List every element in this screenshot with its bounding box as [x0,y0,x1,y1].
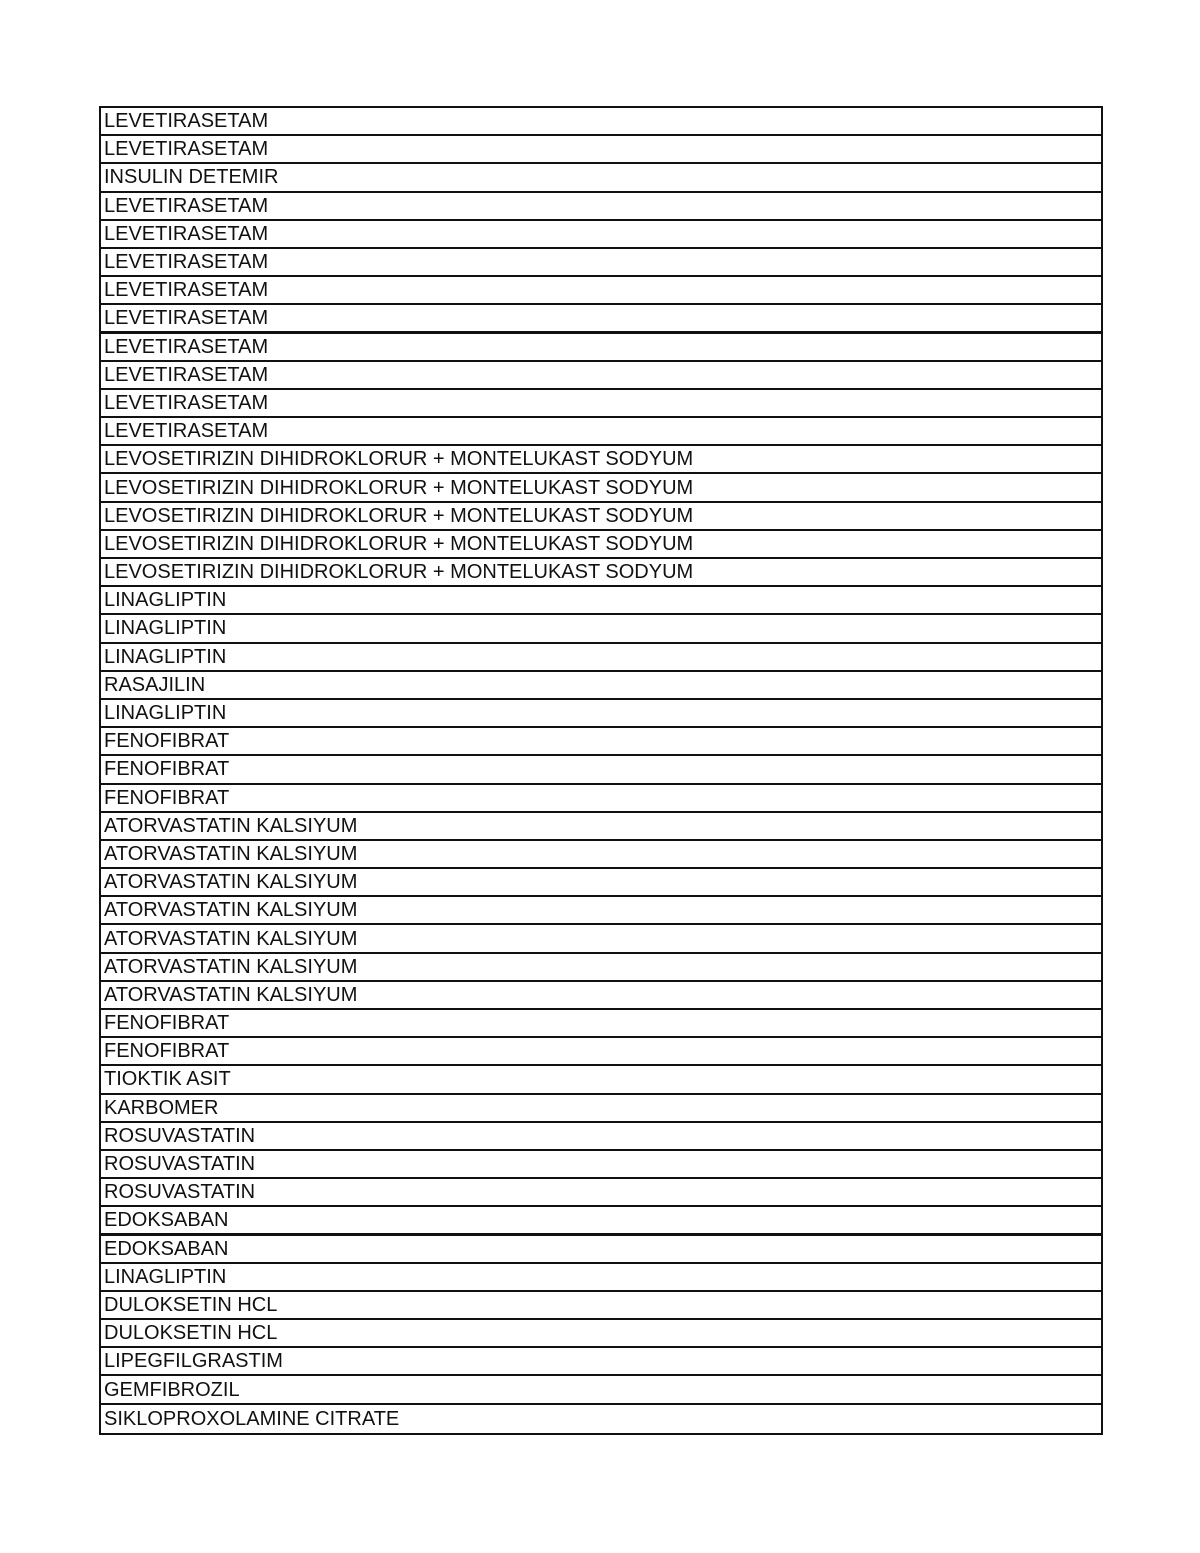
table-row: RASAJILIN [101,672,1101,700]
table-row: SIKLOPROXOLAMINE CITRATE [104,1407,400,1430]
table-row: LEVOSETIRIZIN DIHIDROKLORUR + MONTELUKAST SODYUM [101,559,1101,587]
table-row: DULOKSETIN HCL [101,1292,1101,1320]
table-row: LEVETIRASETAM [101,221,1101,249]
table-row: LIPEGFILGRASTIM [101,1348,1101,1376]
table-row: EDOKSABAN [101,1236,1101,1264]
table-row: ATORVASTATIN KALSIYUM [101,982,1101,1010]
drug-list-table [99,106,1103,1435]
table-row: LEVETIRASETAM [101,362,1101,390]
table-row: ATORVASTATIN KALSIYUM [101,897,1101,925]
table-row: LEVETIRASETAM [101,136,1101,164]
table-row: DULOKSETIN HCL [101,1320,1101,1348]
table-row: ATORVASTATIN KALSIYUM [101,954,1101,982]
table-row: FENOFIBRAT [101,1010,1101,1038]
table-row: ATORVASTATIN KALSIYUM [101,813,1101,841]
table-row: LEVETIRASETAM [101,418,1101,446]
table-row: ROSUVASTATIN [101,1123,1101,1151]
table-row: FENOFIBRAT [101,756,1101,784]
table-row: LINAGLIPTIN [101,615,1101,643]
table-row: LEVETIRASETAM [101,390,1101,418]
table-row: LINAGLIPTIN [101,587,1101,615]
table-row: LINAGLIPTIN [101,644,1101,672]
table-row: FENOFIBRAT [101,785,1101,813]
table-row: LINAGLIPTIN [101,1264,1101,1292]
table-row: FENOFIBRAT [101,728,1101,756]
table-row: LEVOSETIRIZIN DIHIDROKLORUR + MONTELUKAST SODYUM [101,446,1101,474]
table-row: KARBOMER [101,1095,1101,1123]
table-row: LEVOSETIRIZIN DIHIDROKLORUR + MONTELUKAST SODYUM [101,531,1101,559]
table-row: ROSUVASTATIN [101,1151,1101,1179]
table-row: LEVETIRASETAM [101,193,1101,221]
table-row: ATORVASTATIN KALSIYUM [101,869,1101,897]
table-row: LEVETIRASETAM [101,334,1101,362]
table-row: ATORVASTATIN KALSIYUM [101,925,1101,953]
table-row: ATORVASTATIN KALSIYUM [101,841,1101,869]
table-row: INSULIN DETEMIR [101,164,1101,192]
table-row: LEVOSETIRIZIN DIHIDROKLORUR + MONTELUKAST SODYUM [101,503,1101,531]
table-row: LEVETIRASETAM [101,108,1101,136]
table-row: LEVETIRASETAM [101,305,1101,333]
table-row: TIOKTIK ASIT [101,1066,1101,1094]
table-row: FENOFIBRAT [101,1038,1101,1066]
table-row: GEMFIBROZIL [101,1376,1101,1404]
table-row: LEVOSETIRIZIN DIHIDROKLORUR + MONTELUKAST SODYUM [101,474,1101,502]
table-row: LEVETIRASETAM [101,277,1101,305]
table-row: LEVETIRASETAM [101,249,1101,277]
table-row: LINAGLIPTIN [101,700,1101,728]
table-row: ROSUVASTATIN [101,1179,1101,1207]
table-row: EDOKSABAN [101,1207,1101,1235]
